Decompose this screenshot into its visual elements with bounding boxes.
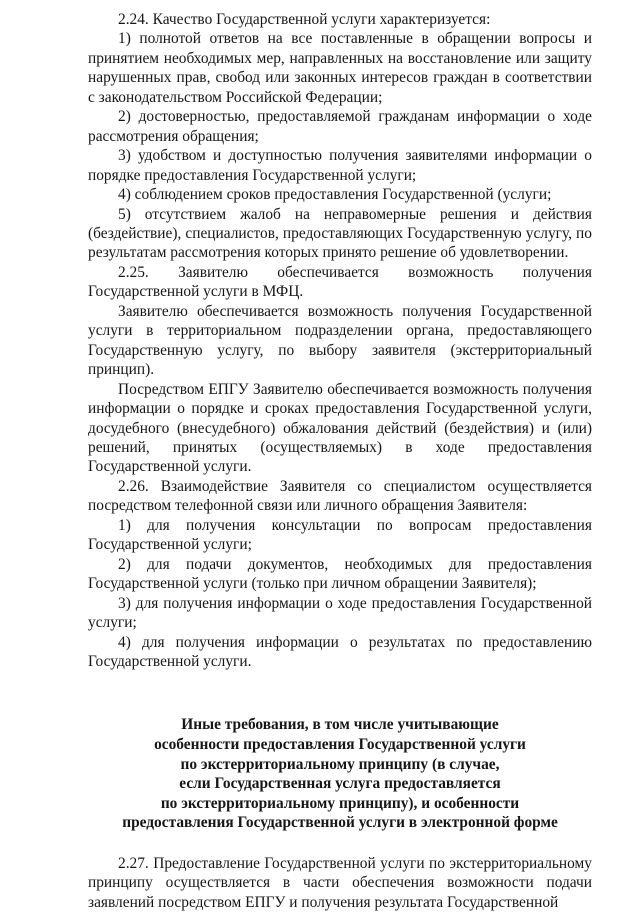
- paragraph-2-26: 2.26. Взаимодействие Заявителя со специалистом осуществляется посредством телефонной связи или личного обращения Заявителя:: [88, 477, 592, 515]
- section-heading-line: если Государственная услуга предоставляется: [179, 775, 501, 793]
- paragraph-2-26-item-4: 4) для получения информации о результатах по предоставлению Государственной услуги.: [88, 633, 592, 670]
- paragraph-2-25-epgu: Посредством ЕПГУ Заявителю обеспечивается возможность получения информации о порядке и сроках предоставления Государственной услуги, досудебного (внесудебного) обжалования действий (бездействия) и (или) решений, принятых (осуществляемых) в ходе предоставления Государственной услуги.: [88, 380, 592, 476]
- document-page: [88, 10, 592, 912]
- paragraph-2-27: 2.27. Предоставление Государственной услуги по экстерриториальному принципу осуществляется в части обеспечения возможности подачи заявлений посредством ЕПГУ и получения результата Государственной: [88, 854, 592, 911]
- paragraph-2-24-item-4: 4) соблюдением сроков предоставления Государственной (услуги;: [118, 186, 552, 204]
- paragraph-2-24-item-3: 3) удобством и доступностью получения заявителями информации о порядке предоставления Государственной услуги;: [88, 147, 592, 184]
- section-heading-line: по экстерриториальному принципу (в случае,: [180, 755, 500, 773]
- section-heading-line: Иные требования, в том числе учитывающие: [181, 716, 499, 734]
- paragraph-2-25-extraterritorial: Заявителю обеспечивается возможность получения Государственной услуги в территориальном подразделении органа, предоставляющего Государственную услугу, по выбору заявителя (экстерриториальный принцип).: [88, 302, 592, 379]
- paragraph-2-25: 2.25. Заявителю обеспечивается возможность получения Государственной услуги в МФЦ.: [88, 263, 592, 301]
- paragraph-2-26-item-3: 3) для получения информации о ходе предоставления Государственной услуги;: [88, 594, 592, 632]
- paragraph-2-24-item-2: 2) достоверностью, предоставляемой гражданам информации о ходе рассмотрения обращения;: [88, 108, 592, 145]
- section-heading-line: по экстерриториальному принципу), и особенности: [160, 794, 520, 812]
- section-heading: [88, 715, 592, 833]
- paragraph-2-24: 2.24. Качество Государственной услуги характеризуется:: [118, 11, 491, 28]
- paragraph-2-26-item-2: 2) для подачи документов, необходимых для предоставления Государственной услуги (только при личном обращении Заявителя);: [88, 555, 592, 593]
- paragraph-2-24-item-1: 1) полнотой ответов на все поставленные в обращении вопросы и принятием необходимых мер, направленных на восстановление или защиту нарушенных прав, свобод или законных интересов граждан в соответствии с законодательством Российской Федерации;: [88, 30, 592, 106]
- section-heading-line: предоставления Государственной услуги в электронной форме: [122, 814, 558, 832]
- section-heading-line: особенности предоставления Государственной услуги: [154, 736, 526, 753]
- paragraph-2-24-item-5: 5) отсутствием жалоб на неправомерные решения и действия (бездействие), специалистов, предоставляющих Государственную услугу, по результатам рассмотрения которых принято решение об удовлетворении.: [88, 205, 592, 262]
- paragraph-2-26-item-1: 1) для получения консультации по вопросам предоставления Государственной услуги;: [88, 516, 592, 554]
